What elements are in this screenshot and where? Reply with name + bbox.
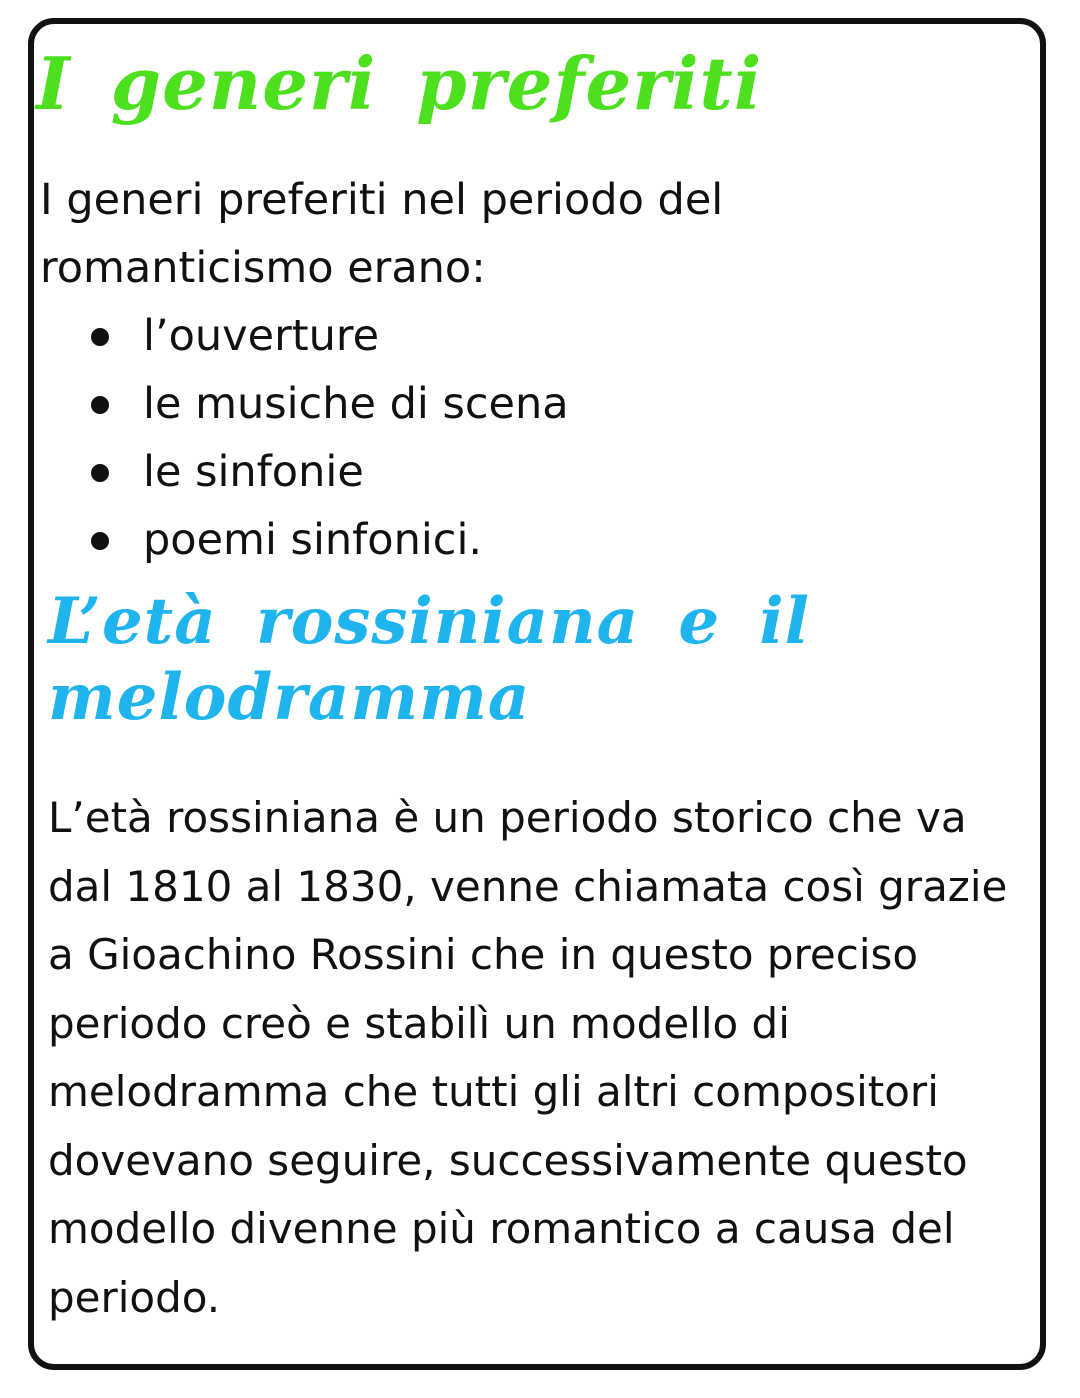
section-title-generi: I generi preferiti	[36, 41, 763, 126]
section-title-line-2: melodramma	[48, 660, 531, 735]
list-item-label: poemi sinfonici.	[143, 515, 483, 565]
section-title-line-1: L’età rossiniana e il	[48, 584, 810, 659]
list-item	[88, 506, 569, 574]
note-card	[28, 18, 1046, 1370]
list-item-label: l’ouverture	[143, 311, 380, 361]
bullet-icon	[91, 396, 109, 414]
list-item	[88, 302, 569, 370]
list-item	[88, 438, 569, 506]
bullet-icon	[91, 532, 109, 550]
intro-paragraph: I generi preferiti nel periodo del romanticismo erano:	[40, 175, 724, 293]
bullet-icon	[91, 328, 109, 346]
bullet-icon	[91, 464, 109, 482]
list-item	[88, 370, 569, 438]
section-title-eta-rossiniana	[48, 584, 810, 736]
genres-list	[88, 302, 569, 574]
list-item-label: le sinfonie	[143, 447, 364, 497]
list-item-label: le musiche di scena	[143, 379, 569, 429]
body-paragraph: L’età rossiniana è un periodo storico che va dal 1810 al 1830, venne chiamata così grazie a Gioachino Rossini che in questo preciso periodo creò e stabilì un modello di melodramma che tutti gli altri compositori dovevano seguire, successivamente questo modello divenne più romantico a causa del periodo.	[48, 793, 1008, 1322]
